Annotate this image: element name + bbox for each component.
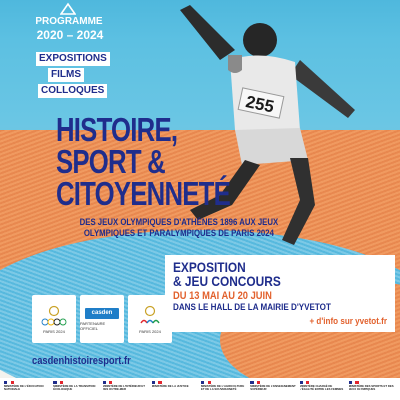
main-title-line-3: CITOYENNETÉ xyxy=(56,175,231,212)
expo-location: DANS LE HALL DE LA MAIRIE D'YVETOT xyxy=(173,302,331,313)
ministry-name: MINISTÈRE DE L'INTÉRIEUR ET DES OUTRE-MER xyxy=(102,384,145,392)
ministry-name: MINISTÈRE DE L'ÉDUCATION NATIONALE xyxy=(4,384,44,392)
main-title-line-1: HISTOIRE, xyxy=(56,111,178,148)
ministry-name: MINISTÈRE CHARGÉ DE L'ÉGALITÉ ENTRE LES FEMMES xyxy=(299,384,344,392)
ministry-name: MINISTÈRE DE LA TRANSITION ÉCOLOGIQUE xyxy=(53,384,96,392)
subtitle-line-2: OLYMPIQUES ET PARALYMPIQUES DE PARIS 2024 xyxy=(83,228,274,239)
partner-paris-2024-paralympic xyxy=(128,295,172,343)
partner-label: PARIS 2024 xyxy=(43,328,65,334)
ministry-name: MINISTÈRE DE L'AGRICULTURE ET DE LA SOUVERAINETÉ xyxy=(201,384,245,392)
expo-title-line-1: EXPOSITION xyxy=(173,259,246,275)
casden-histoire-sport-logo-icon xyxy=(60,2,76,16)
athlete-bib-number: 255 xyxy=(244,92,276,117)
ministries-footer xyxy=(4,381,396,399)
paralympic-agitos-icon xyxy=(135,305,165,327)
main-title-line-2: SPORT & xyxy=(56,143,165,180)
program-years: 2020 – 2024 xyxy=(36,28,104,42)
program-title: PROGRAMME xyxy=(35,16,103,27)
ministry-logo xyxy=(201,381,248,399)
label-expositions: EXPOSITIONS xyxy=(36,52,110,66)
ministry-logo xyxy=(349,381,396,399)
casden-logo: casden xyxy=(85,308,119,319)
ministry-logo xyxy=(250,381,297,399)
partner-sub-label: PARTENAIRE OFFICIEL xyxy=(80,320,106,331)
partner-label: PARIS 2024 xyxy=(139,328,161,334)
olympic-rings-icon xyxy=(39,305,69,327)
ministry-name: MINISTÈRE DES SPORTS ET DES JEUX OLYMPIQUES xyxy=(348,384,394,392)
ministry-name: MINISTÈRE DE LA JUSTICE xyxy=(151,384,189,388)
ministry-logo xyxy=(300,381,347,399)
ministry-logo xyxy=(103,381,150,399)
partner-paris-2024-olympic xyxy=(32,295,76,343)
subtitle-line-1: DES JEUX OLYMPIQUES D'ATHÈNES 1896 AUX JEUX xyxy=(79,217,279,228)
expo-more-info-link[interactable]: + d'info sur yvetot.fr xyxy=(309,316,387,327)
ministry-logo xyxy=(152,381,199,399)
ministry-name: MINISTÈRE DE L'ENSEIGNEMENT SUPÉRIEUR xyxy=(250,384,296,392)
label-films: FILMS xyxy=(48,68,84,82)
website-link[interactable]: casdenhistoiresport.fr xyxy=(32,355,131,367)
label-colloques: COLLOQUES xyxy=(38,84,107,98)
exhibition-info-box xyxy=(165,255,395,332)
expo-title-line-2: & JEU CONCOURS xyxy=(173,273,281,289)
partner-casden xyxy=(80,295,124,343)
ministry-logo xyxy=(4,381,51,399)
expo-dates: DU 13 MAI AU 20 JUIN xyxy=(173,290,272,302)
ministry-logo xyxy=(53,381,100,399)
